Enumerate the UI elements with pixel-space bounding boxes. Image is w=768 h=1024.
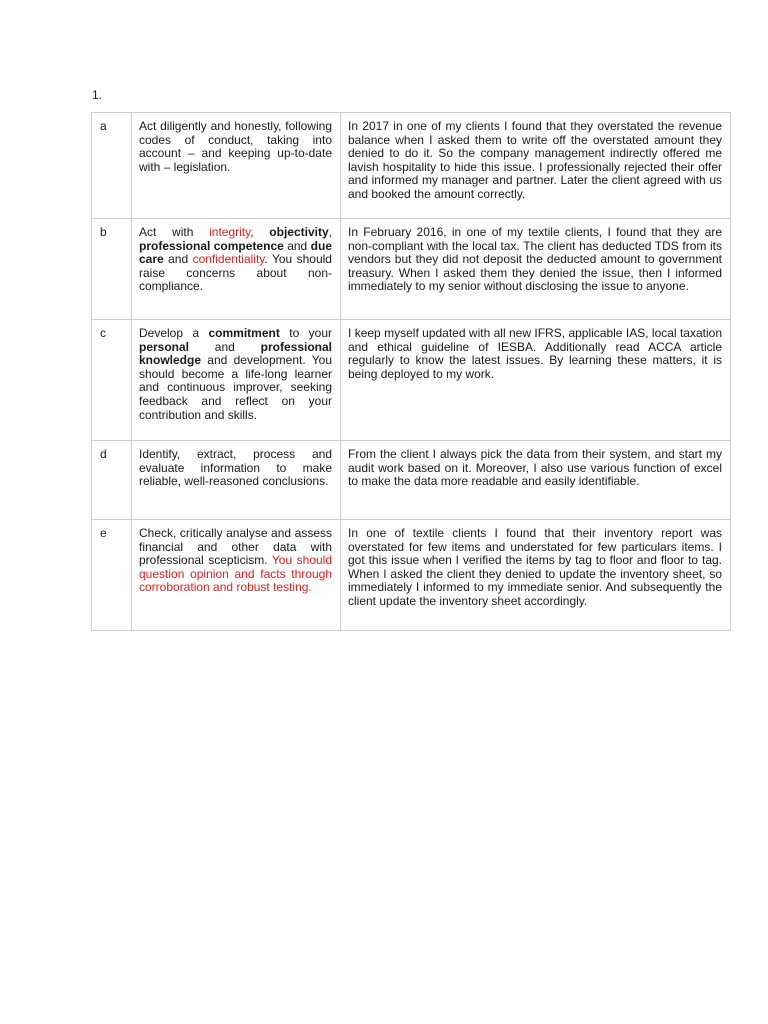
row-letter: e	[92, 520, 132, 631]
row-letter: c	[92, 320, 132, 441]
principle-cell	[132, 441, 341, 520]
principle-cell	[132, 113, 341, 219]
principle-highlight: confidentiality	[192, 252, 265, 267]
principle-highlight: You should question opinion and facts through corroboration and robust testing.	[139, 553, 333, 595]
table-row	[92, 320, 731, 441]
table-row	[92, 441, 731, 520]
principle-text: Develop a	[139, 326, 209, 340]
principle-bold: professional knowledge	[139, 339, 332, 368]
row-letter: b	[92, 219, 132, 320]
example-cell: From the client I always pick the data from their system, and start my audit work based on it. Moreover, I also use various function of excel to make the data more readable and easily identifiable.	[341, 441, 731, 520]
principle-bold: due care	[139, 238, 332, 267]
competency-table	[91, 112, 731, 631]
principle-text: Check, critically analyse and assess financial and other data with professional scepticism.	[139, 526, 332, 568]
principle-bold: personal	[139, 339, 190, 354]
principle-highlight: integrity	[209, 225, 251, 239]
row-letter: d	[92, 441, 132, 520]
principle-cell	[132, 219, 341, 320]
principle-text: and	[283, 238, 311, 253]
principle-text: Act with	[139, 225, 210, 239]
principle-text: ,	[328, 225, 332, 239]
principle-bold: professional competence	[139, 238, 284, 253]
principle-text: and	[189, 339, 261, 354]
table-row	[92, 113, 731, 219]
principle-cell	[132, 320, 341, 441]
example-cell: In 2017 in one of my clients I found that they overstated the revenue balance when I asked them to write off the overstated amount they denied to do it. So the company management indirectly offered me lavish hospitality to hide this issue. I professionally rejected their offer and informed my manager and partner. Later the client agreed with us and booked the amount correctly.	[341, 113, 731, 219]
principle-text: Identify, extract, process and evaluate information to make reliable, well-reasoned conclusions.	[139, 447, 332, 489]
example-cell: I keep myself updated with all new IFRS, applicable IAS, local taxation and ethical guideline of IESBA. Additionally read ACCA article regularly to know the latest issues. By learning these matters, it is being deployed to my work.	[341, 320, 731, 441]
principle-text: and	[163, 252, 193, 267]
table-row	[92, 219, 731, 320]
principle-text: and development. You should become a life-long learner and continuous improver, seeking feedback and reflect on your contribution and skills.	[139, 353, 332, 422]
example-cell: In one of textile clients I found that their inventory report was overstated for few items and understated for few particulars items. I got this issue when I verified the items by tag to floor and floor to tag. When I asked the client they denied to update the inventory sheet, so immediately I informed to my immediate senior. And subsequently the client update the inventory sheet accordingly.	[341, 520, 731, 631]
example-cell: In February 2016, in one of my textile clients, I found that they are non-compliant with the local tax. The client has deducted TDS from its vendors but they did not deposit the deducted amount to government treasury. When I asked them they denied the issue, then I informed immediately to my senior without disclosing the issue to anyone.	[341, 219, 731, 320]
principle-text: . You should raise concerns about non-compliance.	[139, 252, 332, 294]
principle-bold: objectivity	[269, 225, 329, 239]
principle-bold: commitment	[208, 326, 280, 340]
principle-text: ,	[250, 225, 270, 239]
row-letter: a	[92, 113, 132, 219]
page-number: 1.	[92, 88, 103, 102]
principle-text: to your	[279, 326, 332, 340]
principle-text: Act diligently and honestly, following codes of conduct, taking into account – and keeping up-to-date with – legislation.	[139, 119, 332, 174]
principle-cell	[132, 520, 341, 631]
table-row	[92, 520, 731, 631]
